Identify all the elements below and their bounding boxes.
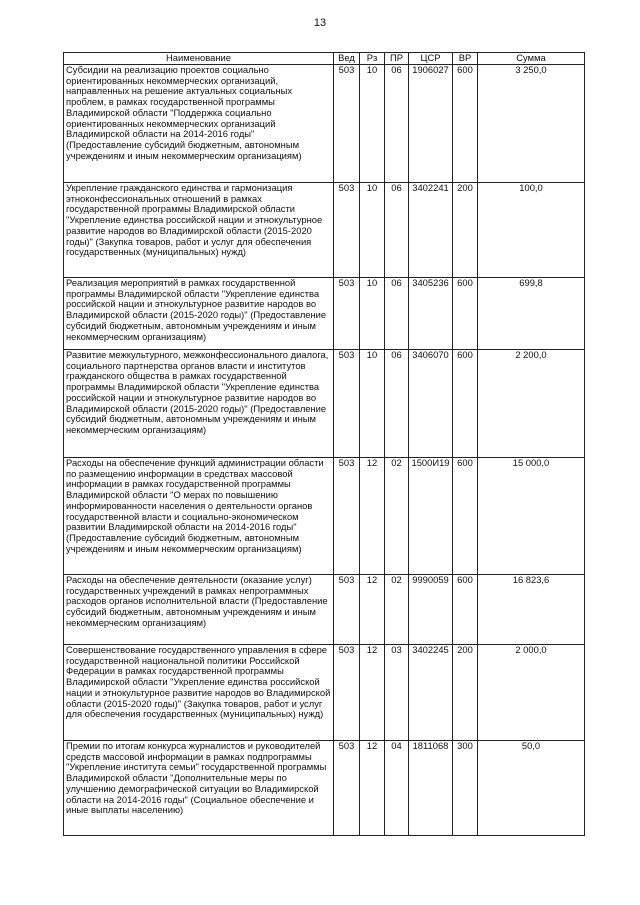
row-vr: 600 [453,575,478,645]
row-ved: 503 [334,183,360,278]
row-name: Совершенствование государственного управления в сфере государственной национальной политики Российской Федерации в рамках государственной программы Владимирской области "Укрепление единства российской нации и этнокультурное развитие народов во Владимирской области (2015-2020 годы)" (Закупка товаров, работ и услуг для обеспечения государственных (муниципальных) нужд) [64,645,334,741]
row-pr: 03 [385,645,409,741]
row-csr: 1906027 [409,65,453,183]
row-rz: 10 [360,278,385,350]
row-name: Укрепление гражданского единства и гармонизация этноконфессиональных отношений в рамках государственной программы Владимирской области "Укрепление единства российской нации и этнокультурное развитие народов во Владимирской области (2015-2020 годы)" (Закупка товаров, работ и услуг для обеспечения государственных (муниципальных) нужд) [64,183,334,278]
table-row [64,350,585,458]
row-rz: 10 [360,350,385,458]
table-row [64,458,585,575]
row-sum: 50,0 [478,741,585,836]
column-header-pr: ПР [385,53,409,65]
row-csr: 1500И19 [409,458,453,575]
row-name: Субсидии на реализацию проектов социально ориентированных некоммерческих организаций, направленных на решение актуальных социальных проблем, в рамках государственной программы Владимирской области "Поддержка социально ориентированных некоммерческих организаций Владимирской области на 2014-2016 годы" (Предоставление субсидий бюджетным, автономным учреждениям и иным некоммерческим организациям) [64,65,334,183]
column-header-sum: Сумма [478,53,585,65]
row-rz: 12 [360,645,385,741]
row-csr: 3402241 [409,183,453,278]
row-name: Расходы на обеспечение деятельности (оказание услуг) государственных учреждений в рамках непрограммных расходов органов исполнительной власти (Предоставление субсидий бюджетным, автономным учреждениям и иным некоммерческим организациям) [64,575,334,645]
row-sum: 16 823,6 [478,575,585,645]
row-ved: 503 [334,278,360,350]
row-pr: 02 [385,575,409,645]
row-ved: 503 [334,575,360,645]
row-ved: 503 [334,645,360,741]
row-sum: 100,0 [478,183,585,278]
row-csr: 1811068 [409,741,453,836]
row-pr: 06 [385,350,409,458]
table-header-row [64,53,585,65]
table-row [64,278,585,350]
row-sum: 2 200,0 [478,350,585,458]
row-pr: 06 [385,278,409,350]
budget-table [63,52,585,836]
row-sum: 2 000,0 [478,645,585,741]
row-name: Развитие межкультурного, межконфессионального диалога, социального партнерства органов власти и институтов гражданского общества в рамках государственной программы Владимирской области "Укрепление единства российской нации и этнокультурное развитие народов во Владимирской области (2015-2020 годы)" (Предоставление субсидий бюджетным, автономным учреждениям и иным некоммерческим организациям) [64,350,334,458]
row-vr: 300 [453,741,478,836]
column-header-csr: ЦСР [409,53,453,65]
row-name: Премии по итогам конкурса журналистов и руководителей средств массовой информации в рамках подпрограммы "Укрепление института семьи" государственной программы Владимирской области "Дополнительные меры по улучшению демографической ситуации во Владимирской области на 2014-2016 годы" (Социальное обеспечение и иные выплаты населению) [64,741,334,836]
column-header-ved: Вед [334,53,360,65]
row-vr: 600 [453,278,478,350]
row-rz: 12 [360,458,385,575]
row-vr: 200 [453,183,478,278]
table-row [64,183,585,278]
table-row [64,65,585,183]
row-vr: 600 [453,65,478,183]
table-row [64,741,585,836]
row-sum: 15 000,0 [478,458,585,575]
row-pr: 06 [385,183,409,278]
table-row [64,645,585,741]
row-rz: 10 [360,65,385,183]
row-ved: 503 [334,458,360,575]
row-csr: 3405236 [409,278,453,350]
row-vr: 200 [453,645,478,741]
row-sum: 699,8 [478,278,585,350]
row-ved: 503 [334,65,360,183]
page-number: 13 [313,17,327,29]
row-rz: 12 [360,575,385,645]
row-name: Реализация мероприятий в рамках государственной программы Владимирской области "Укрепление единства российской нации и этнокультурное развитие народов во Владимирской области (2015-2020 годы)" (Предоставление субсидий бюджетным, автономным учреждениям и иным некоммерческим организациям) [64,278,334,350]
row-name: Расходы на обеспечение функций администрации области по размещению информации в средствах массовой информации в рамках государственной программы Владимирской области "О мерах по повышению информированности населения о деятельности органов государственной власти и социально-экономическом развитии Владимирской области на 2014-2016 годы" (Предоставление субсидий бюджетным, автономным учреждениям и иным некоммерческим организациям) [64,458,334,575]
row-csr: 3402245 [409,645,453,741]
row-rz: 10 [360,183,385,278]
row-rz: 12 [360,741,385,836]
row-csr: 3406070 [409,350,453,458]
row-pr: 04 [385,741,409,836]
column-header-rz: Рз [360,53,385,65]
row-pr: 06 [385,65,409,183]
column-header-name: Наименование [64,53,334,65]
row-ved: 503 [334,350,360,458]
row-ved: 503 [334,741,360,836]
column-header-vr: ВР [453,53,478,65]
table-row [64,575,585,645]
row-pr: 02 [385,458,409,575]
row-vr: 600 [453,350,478,458]
row-sum: 3 250,0 [478,65,585,183]
row-vr: 600 [453,458,478,575]
row-csr: 9990059 [409,575,453,645]
